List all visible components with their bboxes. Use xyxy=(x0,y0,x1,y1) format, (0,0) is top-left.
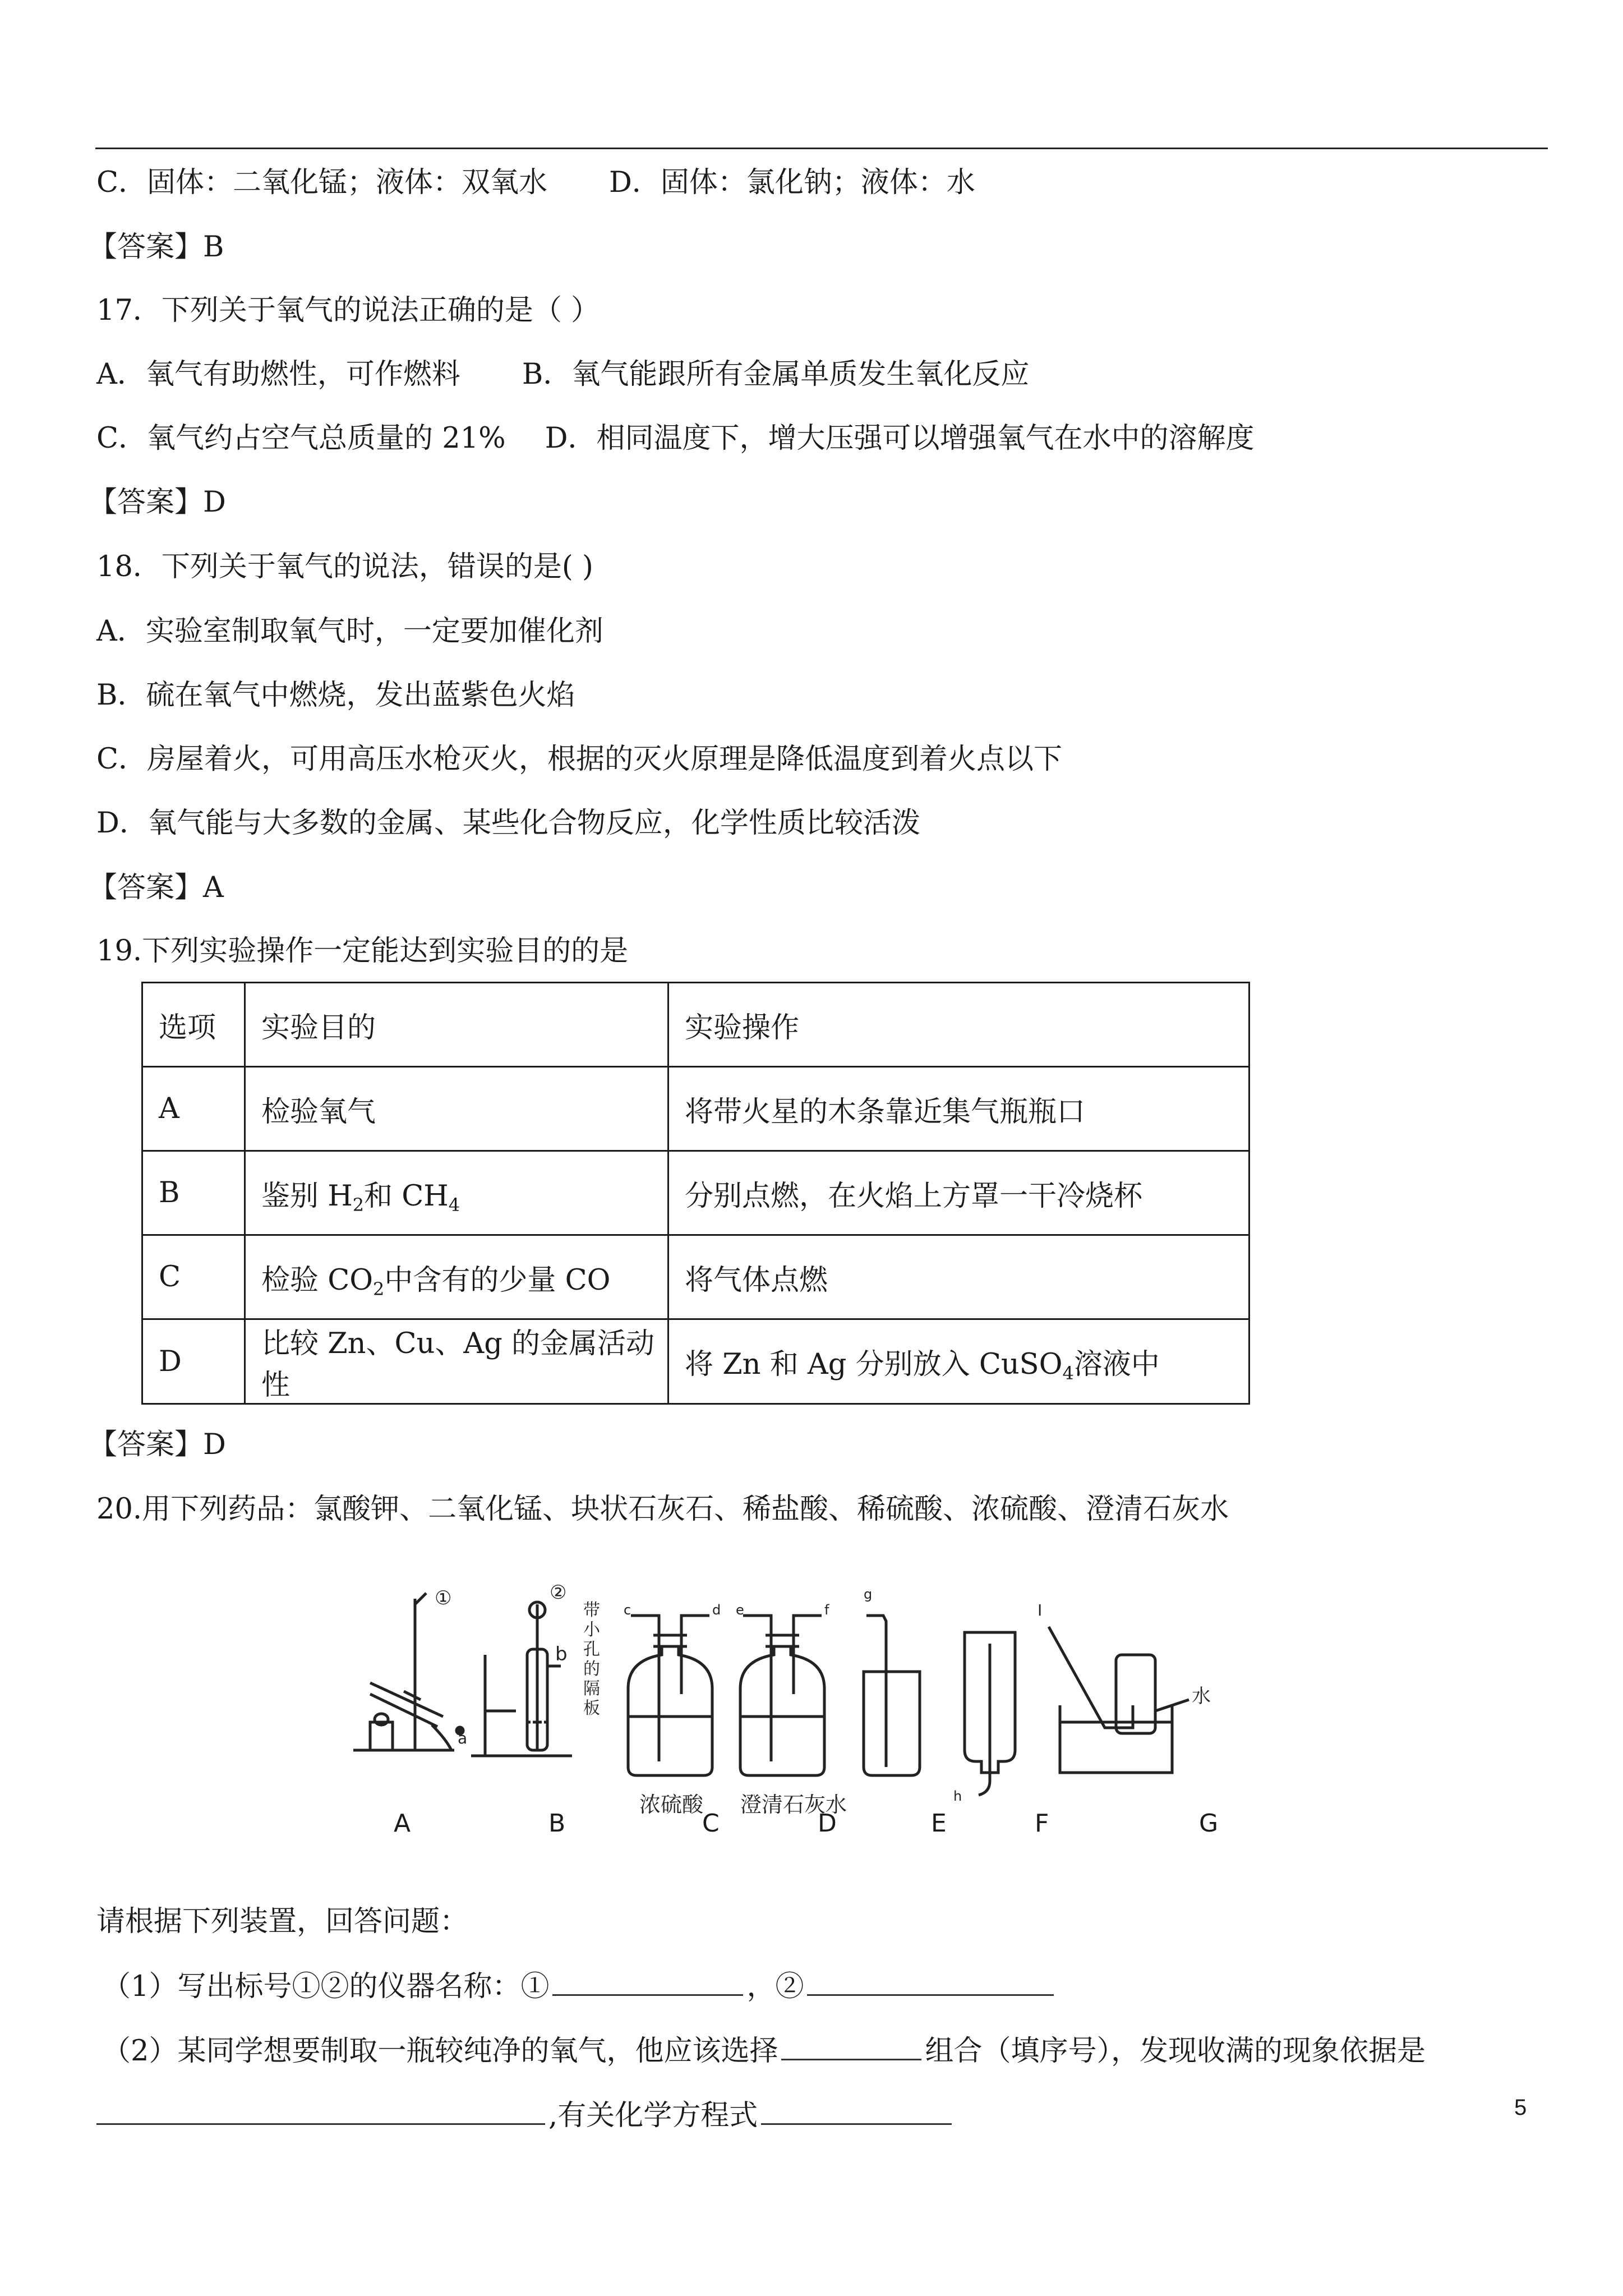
header-option: 选项 xyxy=(142,983,245,1067)
row-a-goal: 检验氧气 xyxy=(245,1067,668,1151)
answer-blank-5[interactable] xyxy=(761,2095,952,2125)
row-a-option: A xyxy=(142,1067,245,1151)
mark-2: ② xyxy=(550,1582,567,1604)
apparatus-label-d: D xyxy=(818,1809,837,1838)
q20-stem: 20.用下列药品：氯酸钾、二氧化锰、块状石灰石、稀盐酸、稀硫酸、浓硫酸、澄清石灰水 xyxy=(96,1493,1229,1526)
q17-stem: 17．下列关于氧气的说法正确的是（ ） xyxy=(96,294,600,327)
letter-i: I xyxy=(1038,1601,1043,1619)
answer-blank-1[interactable] xyxy=(552,1966,743,1996)
q17-options-ab xyxy=(96,355,1029,395)
apparatus-e xyxy=(864,1616,920,1775)
table-row xyxy=(142,1235,1249,1319)
q18-option-d: D．氧气能与大多数的金属、某些化合物反应，化学性质比较活泼 xyxy=(96,807,920,840)
q19-stem: 19.下列实验操作一定能达到实验目的的是 xyxy=(96,935,629,968)
label-water: 水 xyxy=(1192,1685,1211,1708)
letter-g: g xyxy=(864,1586,873,1602)
q17-option-c: C．氧气约占空气总质量的 21% xyxy=(96,422,506,455)
q20-part1: （1）写出标号①②的仪器名称：① ，② xyxy=(102,1966,1057,2007)
svg-text:孔: 孔 xyxy=(583,1640,600,1659)
apparatus-label-e: E xyxy=(931,1809,947,1838)
row-d-goal: 比较 Zn、Cu、Ag 的金属活动性 xyxy=(245,1319,668,1404)
table-row xyxy=(142,1067,1249,1151)
row-d-operation: 将 Zn 和 Ag 分别放入 CuSO$_4$溶液中 xyxy=(668,1319,1249,1404)
apparatus-label-f: F xyxy=(1035,1809,1049,1838)
q19-table xyxy=(141,982,1250,1405)
row-c-operation: 将气体点燃 xyxy=(668,1235,1249,1319)
page-number: 5 xyxy=(1514,2095,1527,2120)
row-d-option: D xyxy=(142,1319,245,1404)
table-row xyxy=(142,1151,1249,1235)
q20-intro: 请根据下列装置，回答问题： xyxy=(96,1905,469,1938)
letter-b: b xyxy=(555,1643,568,1665)
q18-stem: 18．下列关于氧气的说法，错误的是( ) xyxy=(96,550,593,583)
letter-d: d xyxy=(712,1602,721,1618)
q16-option-c: C．固体：二氧化锰；液体：双氧水 xyxy=(96,166,548,199)
header-rule xyxy=(95,148,1548,149)
apparatus-label-g: G xyxy=(1199,1809,1219,1838)
label-conc-sulfuric: 浓硫酸 xyxy=(639,1792,704,1817)
answer-blank-4[interactable] xyxy=(96,2095,545,2125)
apparatus-label-a: A xyxy=(394,1809,411,1838)
label-limewater: 澄清石灰水 xyxy=(740,1792,847,1817)
row-c-option: C xyxy=(142,1235,245,1319)
q18-option-b: B．硫在氧气中燃烧，发出蓝紫色火焰 xyxy=(96,679,575,712)
apparatus-a xyxy=(353,1593,463,1750)
q16-options-cd xyxy=(96,163,975,203)
q20-part2-cont: ,有关化学方程式 xyxy=(96,2095,955,2136)
answer-blank-3[interactable] xyxy=(781,2031,921,2060)
letter-h: h xyxy=(953,1788,962,1804)
apparatus-label-c: C xyxy=(702,1809,720,1838)
letter-c: c xyxy=(624,1602,631,1618)
apparatus-g xyxy=(1049,1627,1189,1773)
row-a-operation: 将带火星的木条靠近集气瓶瓶口 xyxy=(668,1067,1249,1151)
row-b-option: B xyxy=(142,1151,245,1235)
header-operation: 实验操作 xyxy=(668,983,1249,1067)
q20-part2: （2）某同学想要制取一瓶较纯净的氧气，他应该选择 组合（填序号），发现收满的现象依据是 xyxy=(102,2031,1426,2072)
table-row xyxy=(142,1319,1249,1404)
q17-answer: 【答案】D xyxy=(89,486,226,519)
apparatus-c xyxy=(628,1616,712,1775)
svg-text:小: 小 xyxy=(583,1620,600,1640)
svg-text:隔: 隔 xyxy=(583,1679,600,1699)
apparatus-label-b: B xyxy=(548,1809,566,1838)
q18-option-c: C．房屋着火，可用高压水枪灭火，根据的灭火原理是降低温度到着火点以下 xyxy=(96,743,1063,776)
mark-1: ① xyxy=(435,1587,452,1609)
apparatus-figure xyxy=(348,1582,1234,1874)
svg-text:的: 的 xyxy=(583,1659,600,1679)
apparatus-d xyxy=(740,1616,824,1775)
q16-answer: 【答案】B xyxy=(89,231,224,264)
label-partition xyxy=(583,1600,601,1718)
q17-option-b: B．氧气能跟所有金属单质发生氧化反应 xyxy=(522,358,1030,391)
q16-option-d: D．固体：氯化钠；液体：水 xyxy=(609,166,975,199)
svg-text:板: 板 xyxy=(583,1699,600,1718)
q19-answer: 【答案】D xyxy=(89,1428,226,1461)
q18-option-a: A．实验室制取氧气时，一定要加催化剂 xyxy=(96,615,603,648)
letter-a: a xyxy=(458,1729,468,1747)
letter-f: f xyxy=(824,1602,829,1618)
answer-blank-2[interactable] xyxy=(807,1966,1054,1996)
row-b-operation: 分别点燃，在火焰上方罩一干冷烧杯 xyxy=(668,1151,1249,1235)
table-header-row xyxy=(142,983,1249,1067)
row-b-goal: 鉴别 $H_2$和 $CH_4$ xyxy=(245,1151,668,1235)
row-c-goal: 检验 $CO_2$中含有的少量 CO xyxy=(245,1235,668,1319)
svg-text:带: 带 xyxy=(583,1600,600,1620)
q17-option-d: D．相同温度下，增大压强可以增强氧气在水中的溶解度 xyxy=(545,422,1255,455)
header-goal: 实验目的 xyxy=(245,983,668,1067)
apparatus-f xyxy=(965,1632,1015,1795)
q17-option-a: A．氧气有助燃性，可作燃料 xyxy=(96,358,460,391)
q17-options-cd xyxy=(96,418,1255,459)
apparatus-b xyxy=(471,1602,572,1756)
q18-answer: 【答案】A xyxy=(89,871,224,904)
letter-e: e xyxy=(736,1602,744,1618)
